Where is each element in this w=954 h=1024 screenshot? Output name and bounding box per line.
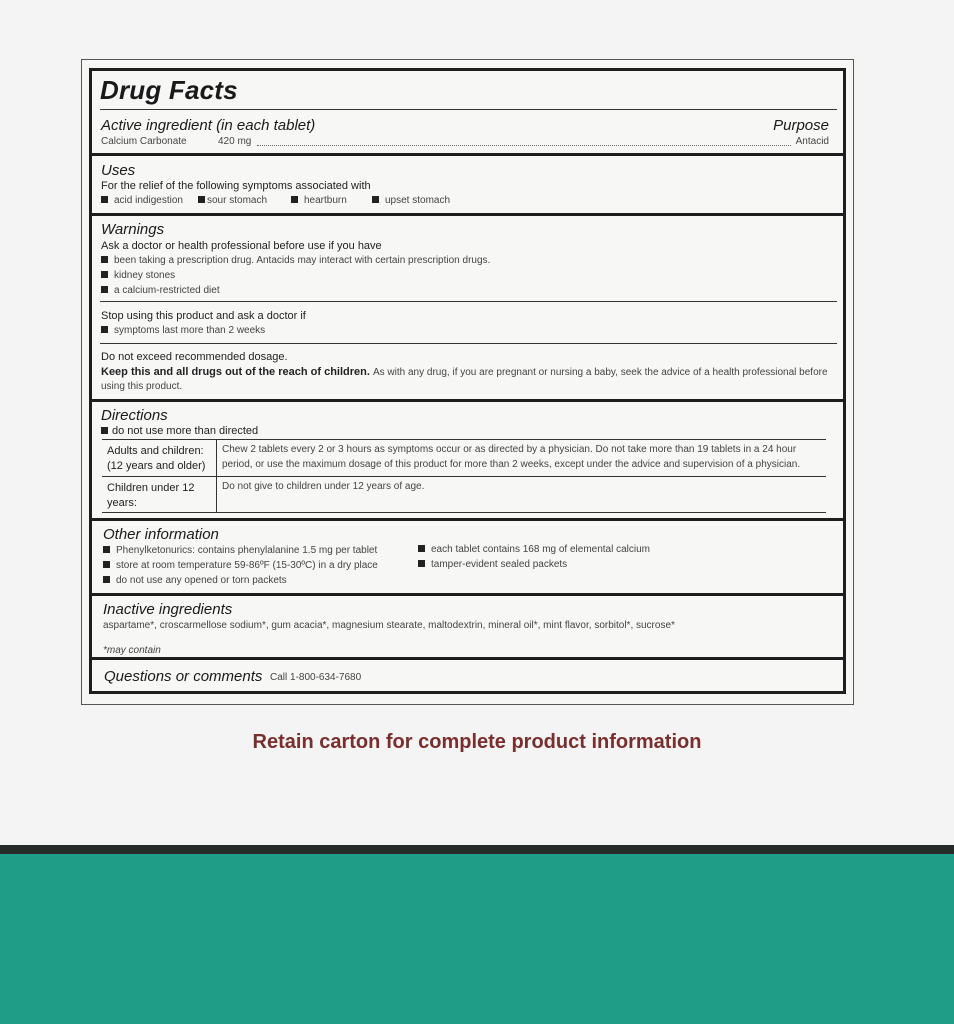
green-band bbox=[0, 854, 954, 1024]
do-not-exceed: Do not exceed recommended dosage. bbox=[101, 351, 288, 363]
warnings-item: a calcium-restricted diet bbox=[101, 285, 220, 296]
bullet-icon bbox=[101, 326, 108, 333]
stop-using-heading: Stop using this product and ask a doctor if bbox=[101, 310, 306, 322]
bullet-icon bbox=[101, 286, 108, 293]
bullet-icon bbox=[101, 427, 108, 434]
warnings-item: been taking a prescription drug. Antacids may interact with certain prescription drugs. bbox=[101, 255, 490, 266]
drug-facts-title: Drug Facts bbox=[100, 75, 238, 105]
bullet-icon bbox=[101, 256, 108, 263]
section-divider bbox=[92, 518, 843, 521]
dosage-group: (12 years and older) bbox=[107, 460, 206, 472]
bullet-icon bbox=[418, 560, 425, 567]
uses-item: heartburn bbox=[291, 195, 347, 206]
section-divider bbox=[92, 399, 843, 402]
other-info-item: Phenylketonurics: contains phenylalanine 1.5 mg per tablet bbox=[103, 545, 377, 556]
drug-facts-panel bbox=[89, 68, 846, 694]
purpose-value: Antacid bbox=[795, 136, 829, 147]
stop-using-item: symptoms last more than 2 weeks bbox=[101, 325, 265, 336]
directions-note: do not use more than directed bbox=[101, 425, 258, 437]
other-info-item: tamper-evident sealed packets bbox=[418, 559, 567, 570]
ingredient-name: Calcium Carbonate bbox=[101, 136, 187, 147]
table-column-rule bbox=[216, 439, 217, 513]
uses-heading: Uses bbox=[101, 162, 136, 179]
inactive-list: aspartame*, croscarmellose sodium*, gum acacia*, magnesium stearate, maltodextrin, mineral oil*, mint flavor, sorbitol*, sucrose* bbox=[103, 620, 675, 631]
bullet-icon bbox=[418, 545, 425, 552]
bullet-icon bbox=[103, 546, 110, 553]
other-info-item: each tablet contains 168 mg of elemental calcium bbox=[418, 544, 650, 555]
active-ingredient-heading: Active ingredient (in each tablet) bbox=[101, 117, 316, 134]
warnings-ask: Ask a doctor or health professional before use if you have bbox=[101, 240, 382, 252]
dosage-text: Do not give to children under 12 years of age. bbox=[222, 481, 425, 492]
dosage-group: years: bbox=[107, 497, 137, 509]
table-rule bbox=[102, 476, 826, 477]
inactive-note: *may contain bbox=[103, 645, 161, 656]
dosage-group: Children under 12 bbox=[107, 482, 195, 494]
directions-table bbox=[102, 439, 826, 513]
directions-heading: Directions bbox=[101, 407, 168, 424]
section-divider bbox=[92, 593, 843, 596]
uses-intro: For the relief of the following symptoms associated with bbox=[101, 180, 371, 192]
warnings-rule bbox=[100, 301, 837, 302]
warnings-heading: Warnings bbox=[101, 221, 165, 238]
other-info-item: do not use any opened or torn packets bbox=[103, 575, 287, 586]
warnings-rule bbox=[100, 343, 837, 344]
table-rule bbox=[102, 439, 826, 440]
warnings-item: kidney stones bbox=[101, 270, 175, 281]
uses-item: acid indigestion bbox=[101, 195, 183, 206]
inactive-heading: Inactive ingredients bbox=[103, 601, 233, 618]
questions-heading: Questions or comments bbox=[104, 668, 263, 685]
bullet-icon bbox=[291, 196, 298, 203]
pregnant-advice-cont: using this product. bbox=[101, 381, 183, 392]
dosage-text: Chew 2 tablets every 2 or 3 hours as symptoms occur or as directed by a physician. Do not take more than 19 tablets in a 24 hour bbox=[222, 444, 797, 455]
dosage-text: period, or use the maximum dosage of this product for more than 2 weeks, except under the advice and supervision of a physician. bbox=[222, 459, 801, 470]
bullet-icon bbox=[103, 561, 110, 568]
dot-leader bbox=[257, 145, 791, 146]
section-divider bbox=[92, 657, 843, 660]
other-info-heading: Other information bbox=[103, 526, 219, 543]
table-rule bbox=[102, 512, 826, 513]
bullet-icon bbox=[101, 196, 108, 203]
retain-carton-notice: Retain carton for complete product information bbox=[252, 731, 702, 753]
dosage-group: Adults and children: bbox=[107, 445, 204, 457]
questions-phone: Call 1-800-634-7680 bbox=[270, 672, 362, 683]
purpose-heading: Purpose bbox=[773, 117, 829, 134]
bullet-icon bbox=[101, 271, 108, 278]
carton-edge bbox=[0, 845, 954, 854]
bullet-icon bbox=[372, 196, 379, 203]
bullet-icon bbox=[103, 576, 110, 583]
ingredient-amount: 420 mg bbox=[218, 136, 252, 147]
bullet-icon bbox=[198, 196, 205, 203]
title-rule bbox=[100, 109, 837, 110]
other-info-item: store at room temperature 59-86ºF (15-30ºC) in a dry place bbox=[103, 560, 378, 571]
keep-out-of-reach: Keep this and all drugs out of the reach of children. As with any drug, if you are pregnant or nursing a baby, seek the advice of a health professional before bbox=[101, 366, 828, 378]
section-divider bbox=[92, 153, 843, 156]
uses-item: upset stomach bbox=[372, 195, 450, 206]
uses-item: sour stomach bbox=[198, 195, 267, 206]
section-divider bbox=[92, 213, 843, 216]
